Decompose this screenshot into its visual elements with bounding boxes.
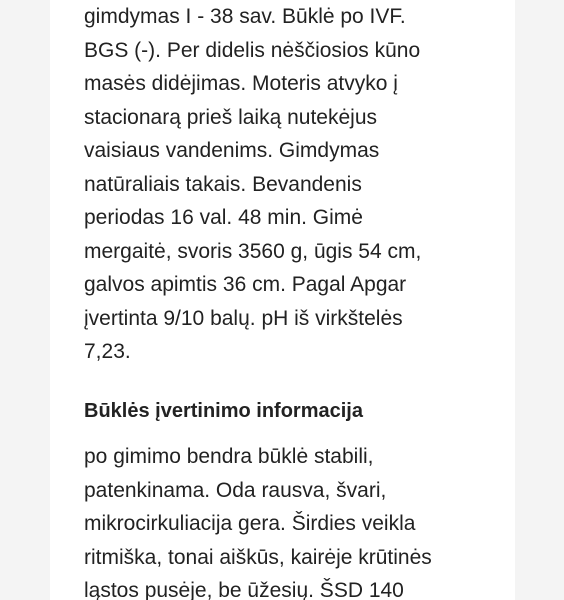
section-heading: Būklės įvertinimo informacija xyxy=(84,400,363,422)
article-paragraph-birth-info: gimdymas I - 38 sav. Būklė po IVF. BGS (-). Per didelis nėščiosios kūno masės didėjimas. Moteris atvyko į stacionarą prieš laiką nutekėjus vaisiaus vandenims. Gimdymas natūraliais takais. Bevandenis periodas 16 val. 48 min. Gimė mergaitė, svoris 3560 g, ūgis 54 cm, galvos apimtis 36 cm. Pagal Apgar įvertinta 9/10 balų. pH iš virkštelės 7,23. xyxy=(84,5,422,363)
article-paragraph-condition-assessment: po gimimo bendra būklė stabili, patenkinama. Oda rausva, švari, mikrocirkuliacija gera. Širdies veikla ritmiška, tonai aiškūs, kairėje krūtinės ląstos pusėje, be ūžesių. ŠSD 140 xyxy=(84,445,432,600)
